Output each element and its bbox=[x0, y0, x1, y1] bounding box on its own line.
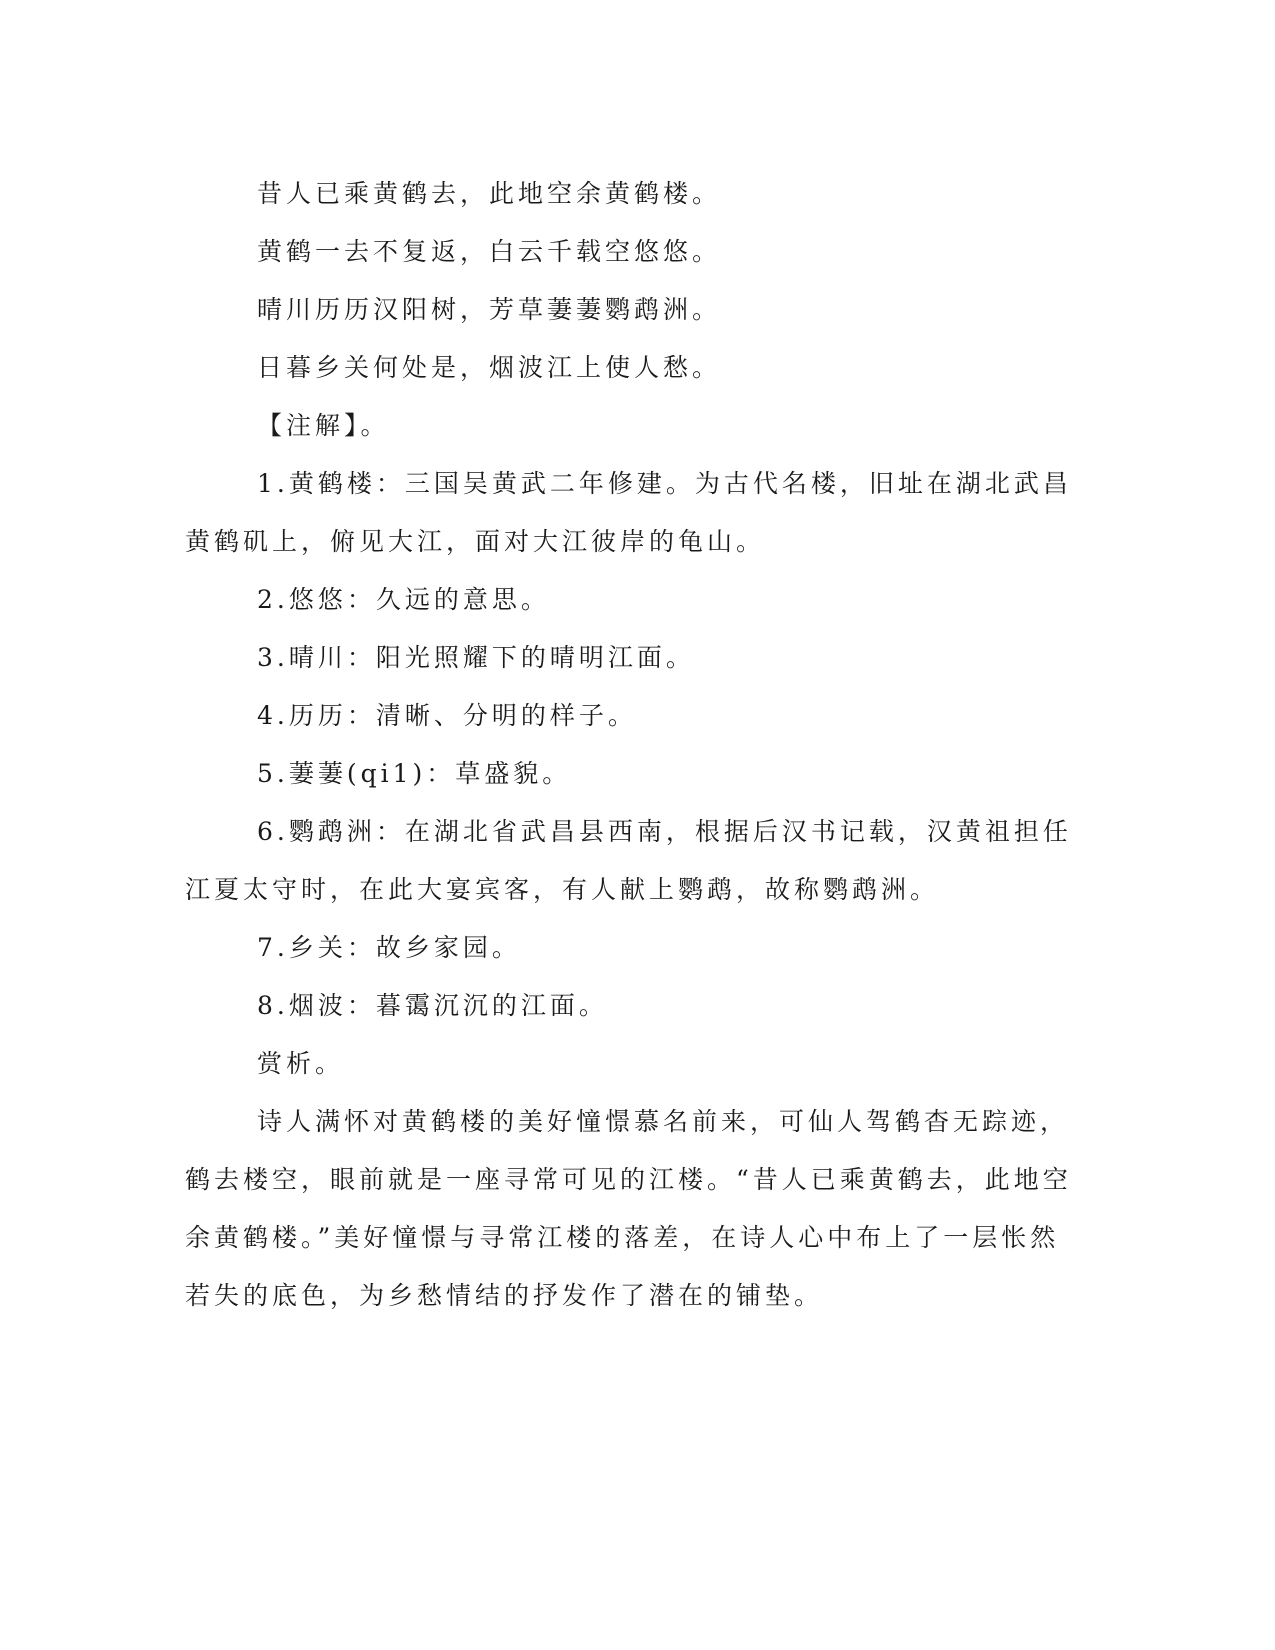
note-item: 1.黄鹤楼：三国吴黄武二年修建。为古代名楼，旧址在湖北武昌黄鹤矶上，俯见大江，面对大江彼岸的龟山。 bbox=[185, 469, 1072, 556]
poem-line-1: 昔人已乘黄鹤去，此地空余黄鹤楼。 bbox=[257, 179, 722, 208]
note-item: 8.烟波：暮霭沉沉的江面。 bbox=[257, 991, 608, 1020]
note-item: 2.悠悠：久远的意思。 bbox=[257, 585, 550, 614]
document-body bbox=[185, 165, 1075, 1325]
poem-line-3: 晴川历历汉阳树，芳草萋萋鹦鹉洲。 bbox=[257, 295, 722, 324]
note-item: 3.晴川：阳光照耀下的晴明江面。 bbox=[257, 643, 695, 672]
poem-line-4: 日暮乡关何处是，烟波江上使人愁。 bbox=[257, 353, 722, 382]
appreciation-heading: 赏析。 bbox=[257, 1049, 345, 1078]
note-item: 4.历历：清晰、分明的样子。 bbox=[257, 701, 637, 730]
poem-line-2: 黄鹤一去不复返，白云千载空悠悠。 bbox=[257, 237, 722, 266]
note-item: 5.萋萋(qi1)：草盛貌。 bbox=[257, 759, 572, 788]
notes-heading: 【注解】。 bbox=[257, 411, 390, 440]
note-item: 6.鹦鹉洲：在湖北省武昌县西南，根据后汉书记载，汉黄祖担任江夏太守时，在此大宴宾客，有人献上鹦鹉，故称鹦鹉洲。 bbox=[185, 817, 1072, 904]
note-item: 7.乡关：故乡家园。 bbox=[257, 933, 521, 962]
appreciation-paragraph: 诗人满怀对黄鹤楼的美好憧憬慕名前来，可仙人驾鹤杳无踪迹，鹤去楼空，眼前就是一座寻常可见的江楼。“昔人已乘黄鹤去，此地空余黄鹤楼。”美好憧憬与寻常江楼的落差，在诗人心中布上了一层怅然若失的底色，为乡愁情结的抒发作了潜在的铺垫。 bbox=[185, 1107, 1072, 1310]
